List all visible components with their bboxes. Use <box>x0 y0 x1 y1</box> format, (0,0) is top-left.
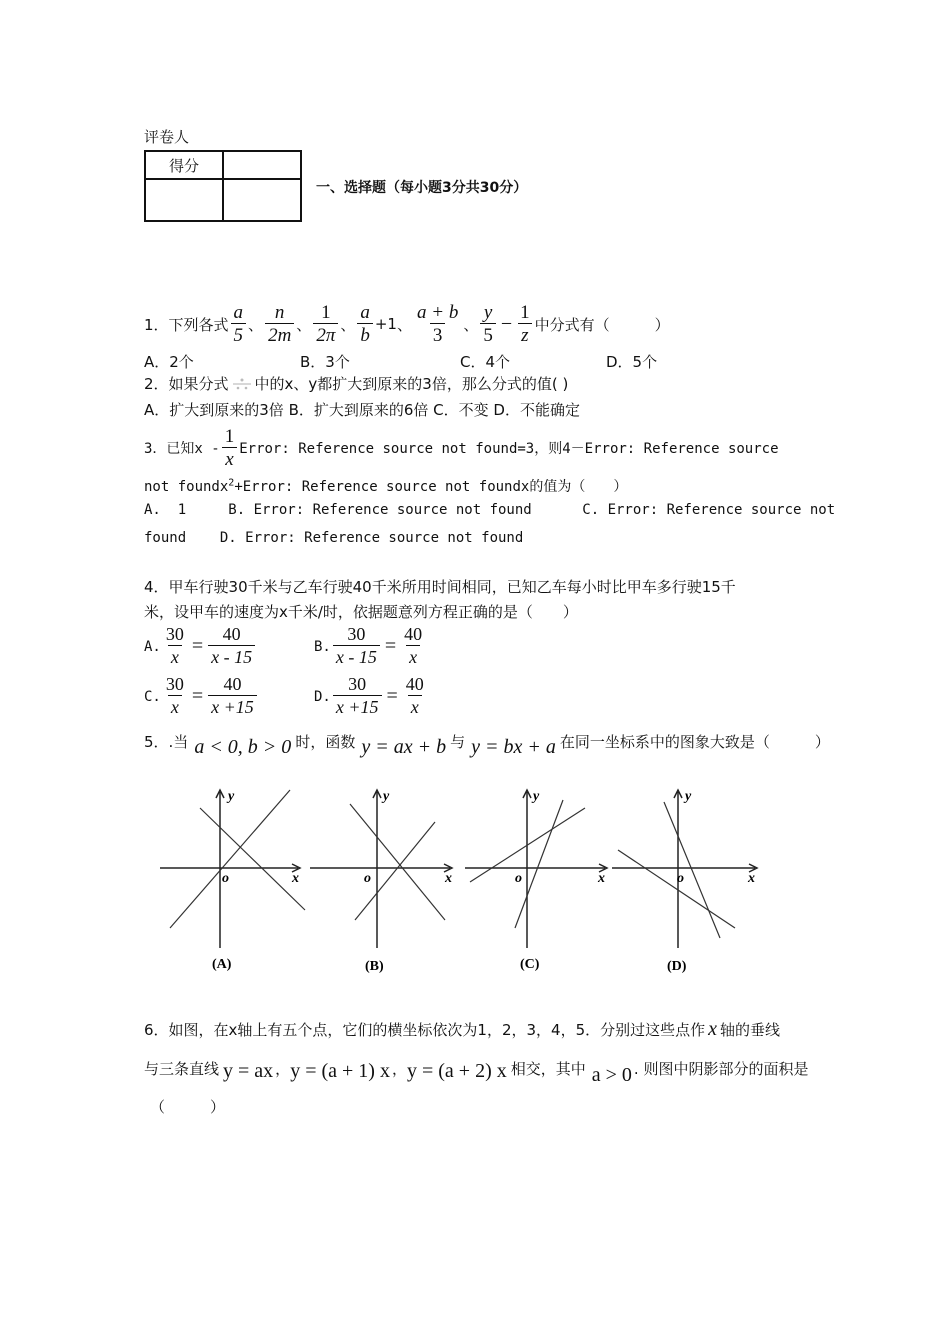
q6-function-3: y = (a + 2) x <box>406 1060 507 1082</box>
q6-line1b: 轴的垂线 <box>720 1021 781 1039</box>
q1-frac-3: $\frac{1}{2\pi}$ <box>313 302 338 347</box>
q6-line1 <box>144 1018 780 1041</box>
graph-c-label: (C) <box>520 957 540 972</box>
q5-mid1: 时，函数 <box>295 733 356 751</box>
q4-a-left: $\frac{30}{x}$ <box>165 624 184 667</box>
q3-line2 <box>144 476 627 496</box>
q6-line1a: 6．如图，在x轴上有五个点，它们的横坐标依次为1，2，3，4，5．分别过这些点作 <box>144 1021 706 1039</box>
graph-c[interactable] <box>465 789 607 972</box>
q1-suffix: 中分式有（ ） <box>534 315 670 334</box>
graph-a-y-label: y <box>228 789 235 804</box>
q4-eq: = <box>384 635 397 657</box>
q6-comma: ， <box>391 1060 407 1078</box>
q3-line2-b: +Error: Reference source not foundx的值为（ ） <box>234 479 628 495</box>
graph-b[interactable] <box>310 789 452 974</box>
q4-b-right: $\frac{40}{x}$ <box>404 624 423 667</box>
q3-line1: Error: Reference source not found=3，则4－Error: Reference source <box>239 441 779 457</box>
q4-d-left: $\frac{30}{x +15}$ <box>333 674 382 719</box>
q4-line2: 米，设甲车的速度为x千米/时，依据题意列方程正确的是（ ） <box>144 603 578 621</box>
graph-d-y-label: y <box>685 789 692 804</box>
question-5 <box>144 724 830 759</box>
q3-line2-a: not foundx <box>144 479 229 495</box>
q1-frac-5: $\frac{a + b}{3}$ <box>417 301 459 346</box>
graph-a-x-label: x <box>292 871 299 886</box>
q4-eq: = <box>191 685 204 707</box>
graph-b-x-label: x <box>445 871 452 886</box>
q1-sep: 、 <box>396 315 412 334</box>
graph-d-line-1 <box>664 802 720 938</box>
q4-b-left: $\frac{30}{x - 15}$ <box>333 624 380 669</box>
graph-a-label: (A) <box>212 957 232 972</box>
q4-option-a[interactable] <box>144 624 257 669</box>
graph-b-origin: o <box>364 871 371 886</box>
graph-d[interactable] <box>612 789 757 974</box>
q4-option-d[interactable] <box>314 674 429 719</box>
reviewer-value-cell[interactable] <box>223 179 301 221</box>
question-1 <box>144 302 670 346</box>
graph-c-origin: o <box>515 871 522 886</box>
q6-line2b: 相交，其中 <box>510 1060 586 1078</box>
score-label-cell <box>145 151 223 179</box>
q5-function-1: y = ax + b <box>361 736 447 758</box>
q1-option-d[interactable]: D．5个 <box>606 353 658 371</box>
q5-prefix: 5．.当 <box>144 733 189 751</box>
q1-prefix: 1．下列各式 <box>144 315 229 334</box>
q4-c-left: $\frac{30}{x}$ <box>165 674 184 717</box>
q5-graphs <box>150 780 770 980</box>
q6-answer-paren[interactable]: （ ） <box>150 1098 226 1116</box>
q4-option-b-label: B. <box>314 638 331 655</box>
question-3 <box>144 426 779 470</box>
reviewer-cell[interactable] <box>145 179 223 221</box>
q6-comma: ， <box>275 1060 291 1078</box>
score-label: 得分 <box>168 156 199 175</box>
q2-suffix: 中的x、y都扩大到原来的3倍，那么分式的值( ) <box>254 375 569 393</box>
q3-options-line1[interactable]: A. 1 B. Error: Reference source not found C. Error: Reference source not <box>144 502 836 518</box>
graph-b-line-1 <box>350 804 445 920</box>
q6-function-1: y = ax <box>223 1060 274 1082</box>
q4-line1: 4．甲车行驶30千米与乙车行驶40千米所用时间相同，已知乙车每小时比甲车多行驶15千 <box>144 578 736 596</box>
score-value-cell[interactable] <box>223 151 301 179</box>
q5-mid2: 与 <box>450 733 466 751</box>
q3-frac: $\frac{1}{x}$ <box>222 426 238 471</box>
graph-c-x-label: x <box>598 871 605 886</box>
q6-line2 <box>144 1050 808 1087</box>
q6-line2a: 与三条直线 <box>144 1060 220 1078</box>
graph-b-label: (B) <box>365 959 384 974</box>
q1-option-a[interactable]: A．2个 <box>144 353 194 371</box>
q2-prefix: 2．如果分式 <box>144 375 229 393</box>
q4-option-d-label: D. <box>314 688 331 705</box>
q4-a-right: $\frac{40}{x - 15}$ <box>208 624 255 669</box>
q1-option-c[interactable]: C．4个 <box>460 353 511 371</box>
q4-option-a-label: A. <box>144 638 161 655</box>
q5-function-2: y = bx + a <box>471 736 556 758</box>
q1-frac-7: $\frac{1}{z}$ <box>520 301 530 346</box>
graph-c-y-label: y <box>533 789 540 804</box>
q1-minus: − <box>500 312 513 335</box>
graph-c-line-2 <box>515 800 563 928</box>
reviewer-label: 评卷人 <box>144 128 190 146</box>
graph-a-origin: o <box>222 871 229 886</box>
graph-b-y-label: y <box>383 789 390 804</box>
graph-d-line-2 <box>618 850 735 928</box>
graph-a-line-2 <box>170 790 290 928</box>
score-table <box>144 150 302 222</box>
q6-line2c: . 则图中阴影部分的面积是 <box>633 1060 809 1078</box>
graph-a[interactable] <box>160 789 305 972</box>
q6-condition: a > 0 <box>591 1064 632 1086</box>
q5-suffix: 在同一坐标系中的图象大致是（ ） <box>559 733 830 751</box>
q1-sep: 、 <box>248 315 264 334</box>
q4-eq: = <box>191 635 204 657</box>
q2-options[interactable]: A．扩大到原来的3倍 B．扩大到原来的6倍 C．不变 D．不能确定 <box>144 401 580 419</box>
q4-d-right: $\frac{40}{x}$ <box>405 674 424 717</box>
q1-sep: 、 <box>296 315 312 334</box>
graph-d-label: (D) <box>667 959 687 974</box>
q1-sep: 、 <box>340 315 356 334</box>
q5-condition: a < 0, b > 0 <box>194 736 292 758</box>
q1-frac-6: $\frac{y}{5}$ <box>480 302 496 347</box>
q4-option-c-label: C. <box>144 688 161 705</box>
q3-line2-sup: 2 <box>228 477 235 489</box>
q1-sep: 、 <box>463 315 479 334</box>
q4-option-b[interactable] <box>314 624 427 669</box>
q4-c-right: $\frac{40}{x +15}$ <box>208 674 257 719</box>
question-2 <box>144 373 568 394</box>
section-title: 一、选择题（每小题3分共30分） <box>316 180 528 196</box>
q1-frac-4: $\frac{a}{b}$ <box>357 302 373 347</box>
q6-function-2: y = (a + 1) x <box>290 1060 390 1082</box>
graph-d-origin: o <box>677 871 684 886</box>
q4-option-c[interactable] <box>144 674 259 719</box>
graph-d-x-label: x <box>748 871 755 886</box>
q2-small-fraction-image <box>229 375 255 393</box>
q4-eq: = <box>386 685 398 707</box>
q1-option-b[interactable]: B．3个 <box>300 353 350 371</box>
q3-options-line2[interactable]: found D. Error: Reference source not found <box>144 530 524 546</box>
q1-plus-one: +1 <box>374 315 397 333</box>
graph-a-line-1 <box>200 808 305 910</box>
q3-prefix: 3．已知x - <box>144 441 220 457</box>
q1-frac-2: $\frac{n}{2m}$ <box>265 302 294 347</box>
q1-frac-1: $\frac{a}{5}$ <box>231 302 247 347</box>
q6-line1-x: x <box>708 1018 718 1040</box>
